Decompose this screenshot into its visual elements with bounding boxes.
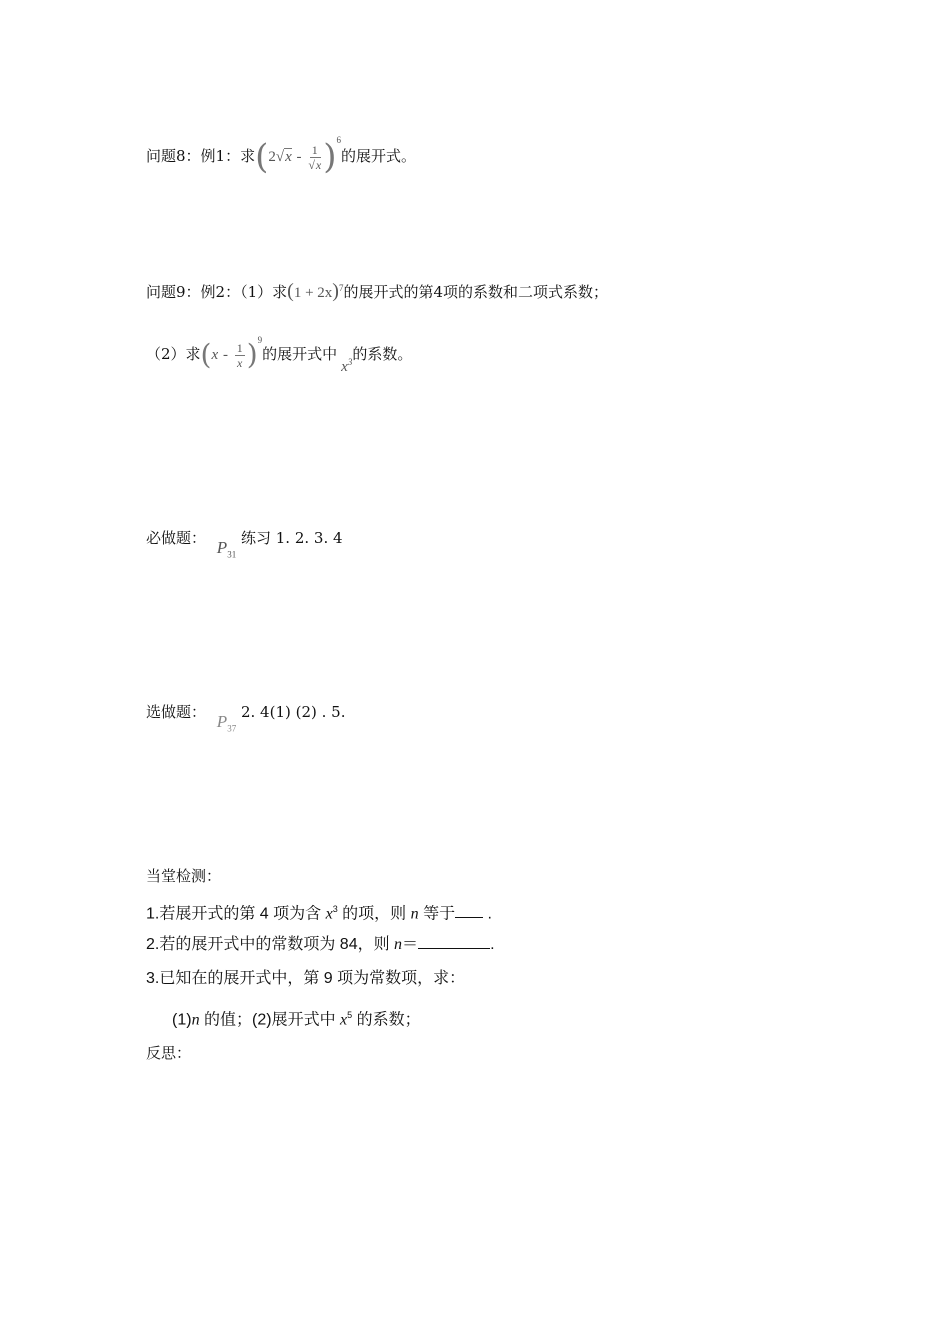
check-item1-d: . xyxy=(483,905,492,923)
q9-part1-prefix: 问题9：例2：（1）求 xyxy=(146,283,288,301)
q9-part2-term-var: x xyxy=(341,359,348,375)
q9-part2-prefix: （2）求 xyxy=(146,345,201,363)
right-paren: ) xyxy=(323,137,337,177)
check-item1-b: 的项，则 xyxy=(337,905,411,923)
q9-part1-power: 7 xyxy=(338,283,344,293)
q8-denominator: x xyxy=(315,157,322,172)
required-page-num: 31 xyxy=(227,549,237,560)
question-8 xyxy=(146,135,417,177)
question-9-part-2 xyxy=(146,335,413,375)
check-item3-sub-b: 的值；(2)展开式中 xyxy=(199,1011,341,1029)
check-item2-b: ＝ xyxy=(402,936,419,953)
check-item1-c: 等于 xyxy=(418,905,456,923)
q8-coef: 2 xyxy=(268,149,276,165)
optional-page-letter: P xyxy=(216,712,228,731)
reflection-label: 反思： xyxy=(146,1044,192,1062)
q9-part2-term-pow: 3 xyxy=(347,357,353,367)
q9-part2-suffix: 的系数。 xyxy=(352,345,413,363)
check-item3-sub-var: x xyxy=(340,1011,348,1029)
q9-part2-minus: - xyxy=(222,347,228,363)
required-page-ref xyxy=(216,538,237,560)
check-item1-n: n xyxy=(410,905,419,923)
optional-page-num: 37 xyxy=(227,723,237,734)
required-text: 练习 1. 2. 3. 4 xyxy=(240,529,343,547)
check-item1-a: 1.若展开式的第 4 项为含 xyxy=(146,905,326,923)
q8-numerator: 1 xyxy=(311,142,318,157)
check-item3-sub-c: 的系数； xyxy=(352,1011,421,1029)
check-item-3-sub xyxy=(172,1005,421,1030)
sqrt-icon: √ xyxy=(308,157,315,172)
check-item2-n: n xyxy=(394,936,403,953)
q8-suffix: 的展开式。 xyxy=(341,147,417,165)
q9-part2-var: x xyxy=(211,347,219,363)
q8-fraction xyxy=(308,143,321,172)
check-item-2 xyxy=(146,934,495,955)
check-item2-a: 2.若的展开式中的常数项为 84，则 xyxy=(146,936,395,953)
right-paren: ) xyxy=(246,338,258,371)
check-item3-sub-n: n xyxy=(191,1011,200,1029)
question-9-part-1 xyxy=(146,278,608,303)
check-item3-sub-a: (1) xyxy=(172,1011,192,1029)
check-item1-pow: 3 xyxy=(332,904,338,914)
check-item1-var: x xyxy=(325,905,333,923)
check-item2-c: . xyxy=(490,936,495,953)
q9-part2-power: 9 xyxy=(257,335,263,345)
q9-part2-fraction xyxy=(235,341,245,370)
optional-page-ref xyxy=(216,712,237,734)
check-item3-sub-pow: 5 xyxy=(347,1010,353,1020)
left-paren: ( xyxy=(200,338,212,371)
q9-part2-numerator: 1 xyxy=(236,340,243,355)
check-title: 当堂检测： xyxy=(146,867,222,885)
optional-exercises xyxy=(146,702,346,734)
optional-label: 选做题： xyxy=(146,703,207,721)
q9-part1-expr: 1 + 2x xyxy=(293,285,333,301)
required-label: 必做题： xyxy=(146,529,207,547)
check-item-3: 3.已知在的展开式中，第 9 项为常数项，求： xyxy=(146,970,466,987)
required-page-letter: P xyxy=(216,538,228,557)
q8-prefix: 问题8：例1：求 xyxy=(146,147,256,165)
q9-part1-suffix: 的展开式的第4项的系数和二项式系数； xyxy=(343,283,608,301)
check-item-1 xyxy=(146,899,492,924)
q9-part2-term xyxy=(341,359,352,375)
answer-blank-1[interactable] xyxy=(455,903,483,918)
q8-var: x xyxy=(285,149,292,165)
answer-blank-2[interactable] xyxy=(418,934,490,949)
left-paren: ( xyxy=(255,137,269,177)
optional-text: 2. 4(1) (2) . 5. xyxy=(240,703,346,721)
q8-power: 6 xyxy=(336,135,342,145)
q9-part2-denominator: x xyxy=(237,355,243,370)
left-paren: ( xyxy=(287,280,294,302)
right-paren: ) xyxy=(332,280,339,302)
sqrt-icon: √ xyxy=(275,149,285,165)
q9-part2-mid: 的展开式中 xyxy=(262,345,338,363)
q8-minus: - xyxy=(296,149,302,165)
required-exercises xyxy=(146,528,343,560)
